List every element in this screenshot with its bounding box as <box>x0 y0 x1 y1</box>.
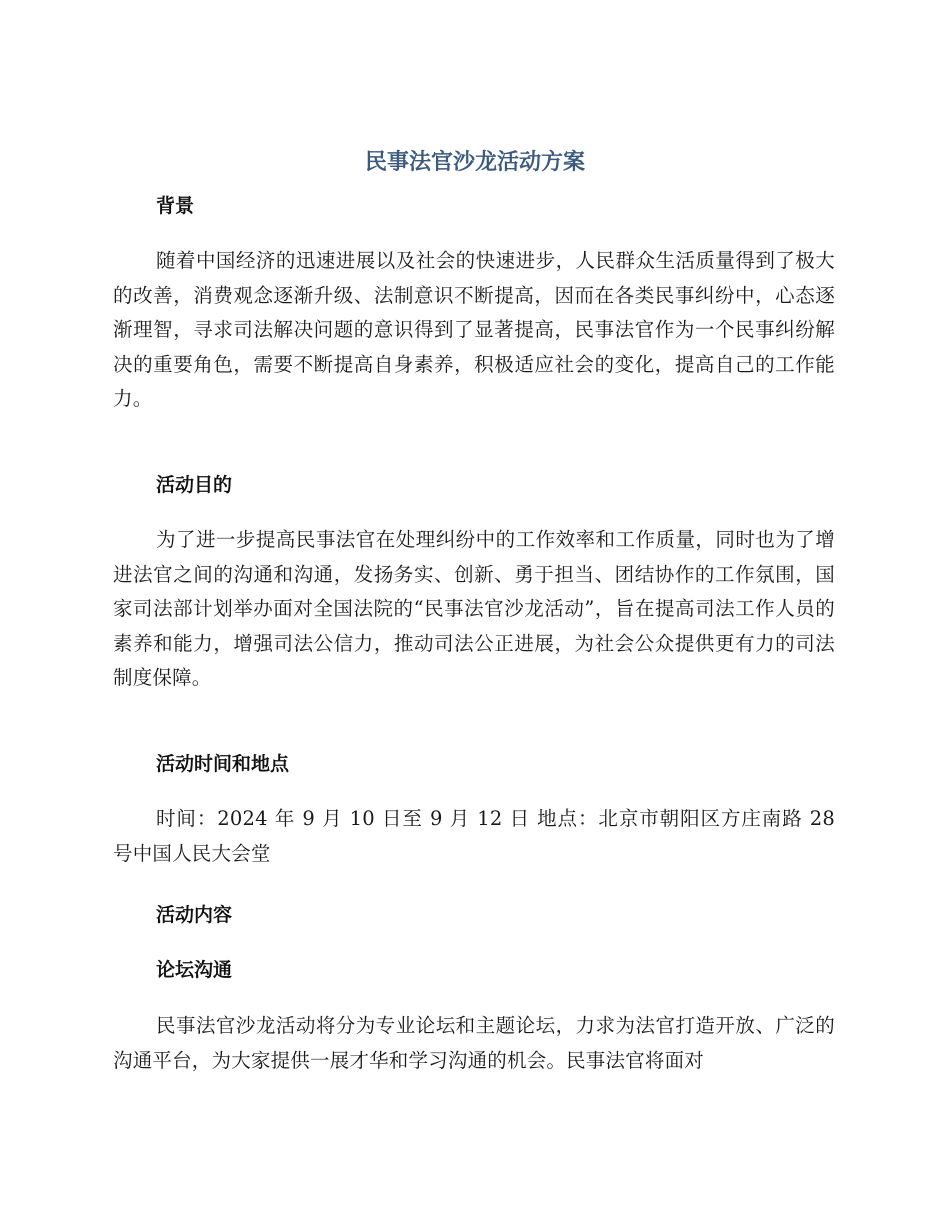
paragraph-background: 随着中国经济的迅速进展以及社会的快速进步，人民群众生活质量得到了极大的改善，消费观念逐渐升级、法制意识不断提高，因而在各类民事纠纷中，心态逐渐理智，寻求司法解决问题的意识得到了显著提高，民事法官作为一个民事纠纷解决的重要角色，需要不断提高自身素养，积极适应社会的变化，提高自己的工作能力。 <box>113 249 835 410</box>
heading-forum: 论坛沟通 <box>156 959 233 981</box>
paragraph-forum: 民事法官沙龙活动将分为专业论坛和主题论坛，力求为法官打造开放、广泛的沟通平台，为大家提供一展才华和学习沟通的机会。民事法官将面对 <box>113 1014 835 1072</box>
heading-background: 背景 <box>156 195 195 217</box>
heading-time-place: 活动时间和地点 <box>156 753 290 775</box>
paragraph-purpose: 为了进一步提高民事法官在处理纠纷中的工作效率和工作质量，同时也为了增进法官之间的沟通和沟通，发扬务实、创新、勇于担当、团结协作的工作氛围，国家司法部计划举办面对全国法院的“民事法官沙龙活动”，旨在提高司法工作人员的素养和能力，增强司法公信力，推动司法公正进展，为社会公众提供更有力的司法制度保障。 <box>113 528 835 689</box>
paragraph-time-place: 时间：2024 年 9 月 10 日至 9 月 12 日 地点：北京市朝阳区方庄南路 28 号中国人民大会堂 <box>113 807 835 865</box>
heading-purpose: 活动目的 <box>156 474 233 496</box>
document-title: 民事法官沙龙活动方案 <box>364 150 585 175</box>
heading-content: 活动内容 <box>156 904 233 926</box>
